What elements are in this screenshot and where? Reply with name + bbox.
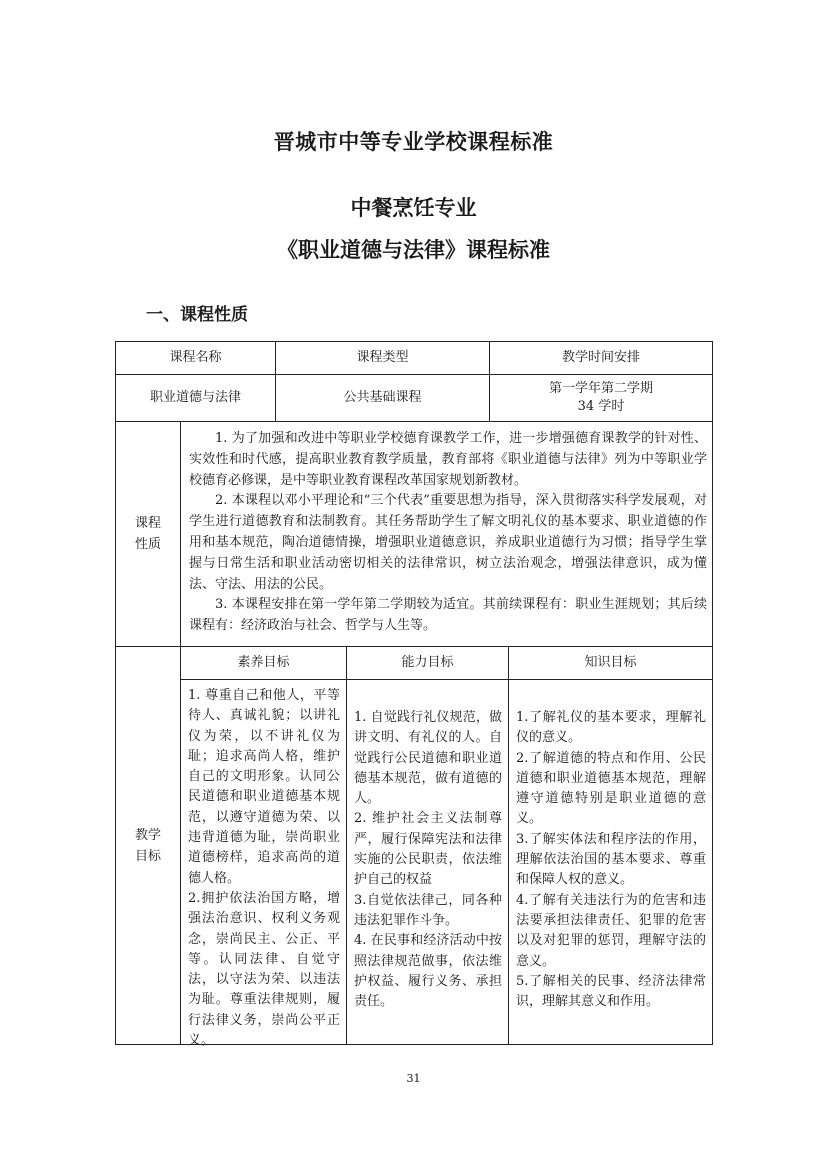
major-title: 中餐烹饪专业 [350, 196, 477, 220]
knowledge-goal-item: 3.了解实体法和程序法的作用，理解依法治国的基本要求、尊重和保障人权的意义。 [516, 831, 706, 888]
nature-paragraph-3: 3. 本课程安排在第一学年第二学期较为适宜。其前续课程有：职业生涯规划；其后续课程有：经济政治与社会、哲学与人生等。 [189, 597, 707, 634]
course-title: 《职业道德与法律》课程标准 [277, 238, 550, 262]
header-course-name-text: 课程名称 [169, 349, 222, 365]
header-knowledge-goals [508, 646, 713, 680]
ability-goal-item: 1. 自觉践行礼仪规范，做讲文明、有礼仪的人。自觉践行公民道德和职业道德基本规范，做有道德的人。 [354, 710, 502, 807]
course-type-value: 公共基础课程 [343, 389, 422, 405]
literacy-goal-item: 2.拥护依法治国方略，增强法治意识、权利义务观念，崇尚民主、公正、平等。认同法律、自觉守法，以守法为荣、以违法为耻。尊重法律规则，履行法律义务，崇尚公平正义。 [188, 890, 340, 1049]
nature-label-line1: 课程 [134, 516, 161, 531]
nature-paragraph-2: 2. 本课程以邓小平理论和“三个代表”重要思想为指导，深入贯彻落实科学发展观，对学生进行道德教育和法制教育。其任务帮助学生了解文明礼仪的基本要求、职业道德的作用和基本规范，陶冶道德情操，增强职业道德意识，养成职业道德行为习惯；指导学生掌握与日常生活和职业活动密切相关的法律常识，树立法治观念，增强法律意识，成为懂法、守法、用法的公民。 [189, 493, 707, 592]
knowledge-goals-cell [508, 679, 713, 1045]
goals-label-line2: 目标 [134, 848, 161, 864]
ability-goals-cell [346, 679, 509, 1045]
knowledge-goal-item: 4.了解有关违法行为的危害和违法要承担法律责任、犯罪的危害以及对犯罪的惩罚，理解守法的意义。 [516, 892, 706, 969]
course-type-cell [275, 374, 490, 422]
literacy-goals-cell [180, 679, 347, 1049]
header-schedule-text: 教学时间安排 [561, 349, 640, 365]
literacy-goal-item: 1. 尊重自己和他人，平等待人、真诚礼貌；以讲礼仪为荣，以不讲礼仪为耻；追求高尚人格，维护自己的文明形象。认同公民道德和职业道德基本规范，以遵守道德为荣、以违背道德为耻，崇尚职业道德榜样，追求高尚的道德人格。 [188, 688, 340, 886]
schedule-cell [489, 374, 713, 422]
header-course-type [275, 341, 490, 375]
course-name-cell [115, 374, 276, 422]
knowledge-goal-item: 1.了解礼仪的基本要求，理解礼仪的意义。 [516, 710, 706, 746]
course-name-value: 职业道德与法律 [149, 389, 241, 405]
knowledge-goal-item: 5.了解相关的民事、经济法律常识，理解其意义和作用。 [516, 973, 706, 1010]
header-literacy-goals [180, 646, 347, 680]
school-title: 晋城市中等专业学校课程标准 [273, 130, 554, 154]
header-course-name [115, 341, 276, 375]
literacy-goals-title: 素养目标 [237, 654, 290, 670]
ability-goal-item: 3.自觉依法律己，同各种违法犯罪作斗争。 [354, 892, 502, 928]
nature-content-cell [180, 421, 713, 647]
knowledge-goals-title: 知识目标 [584, 654, 637, 670]
nature-label-line2: 性质 [134, 537, 161, 552]
page-number: 31 [406, 1072, 421, 1085]
ability-goals-title: 能力目标 [401, 654, 454, 670]
header-schedule [489, 341, 713, 375]
goals-label-line1: 教学 [134, 827, 161, 843]
header-ability-goals [346, 646, 509, 680]
nature-paragraph-1: 1. 为了加强和改进中等职业学校德育课教学工作，进一步增强德育课教学的针对性、实效性和时代感，提高职业教育教学质量，教育部将《职业道德与法律》列为中等职业学校德育必修课，是中等职业教育课程改革国家规划新教材。 [189, 431, 707, 488]
knowledge-goal-item: 2.了解道德的特点和作用、公民道德和职业道德基本规范，理解遵守道德特别是职业道德的意义。 [516, 750, 706, 827]
ability-goal-item: 2. 维护社会主义法制尊严，履行保障宪法和法律实施的公民职责，依法维护自己的权益 [354, 811, 502, 888]
header-course-type-text: 课程类型 [356, 349, 409, 365]
goals-label-cell [115, 646, 181, 1045]
ability-goal-item: 4. 在民事和经济活动中按照法律规范做事，依法维护权益、履行义务、承担责任。 [354, 933, 502, 1010]
section-heading-course-nature: 一、课程性质 [146, 305, 248, 325]
schedule-hours: 34 学时 [577, 399, 625, 414]
nature-label-cell [115, 421, 181, 647]
schedule-semester: 第一学年第二学期 [548, 381, 653, 396]
